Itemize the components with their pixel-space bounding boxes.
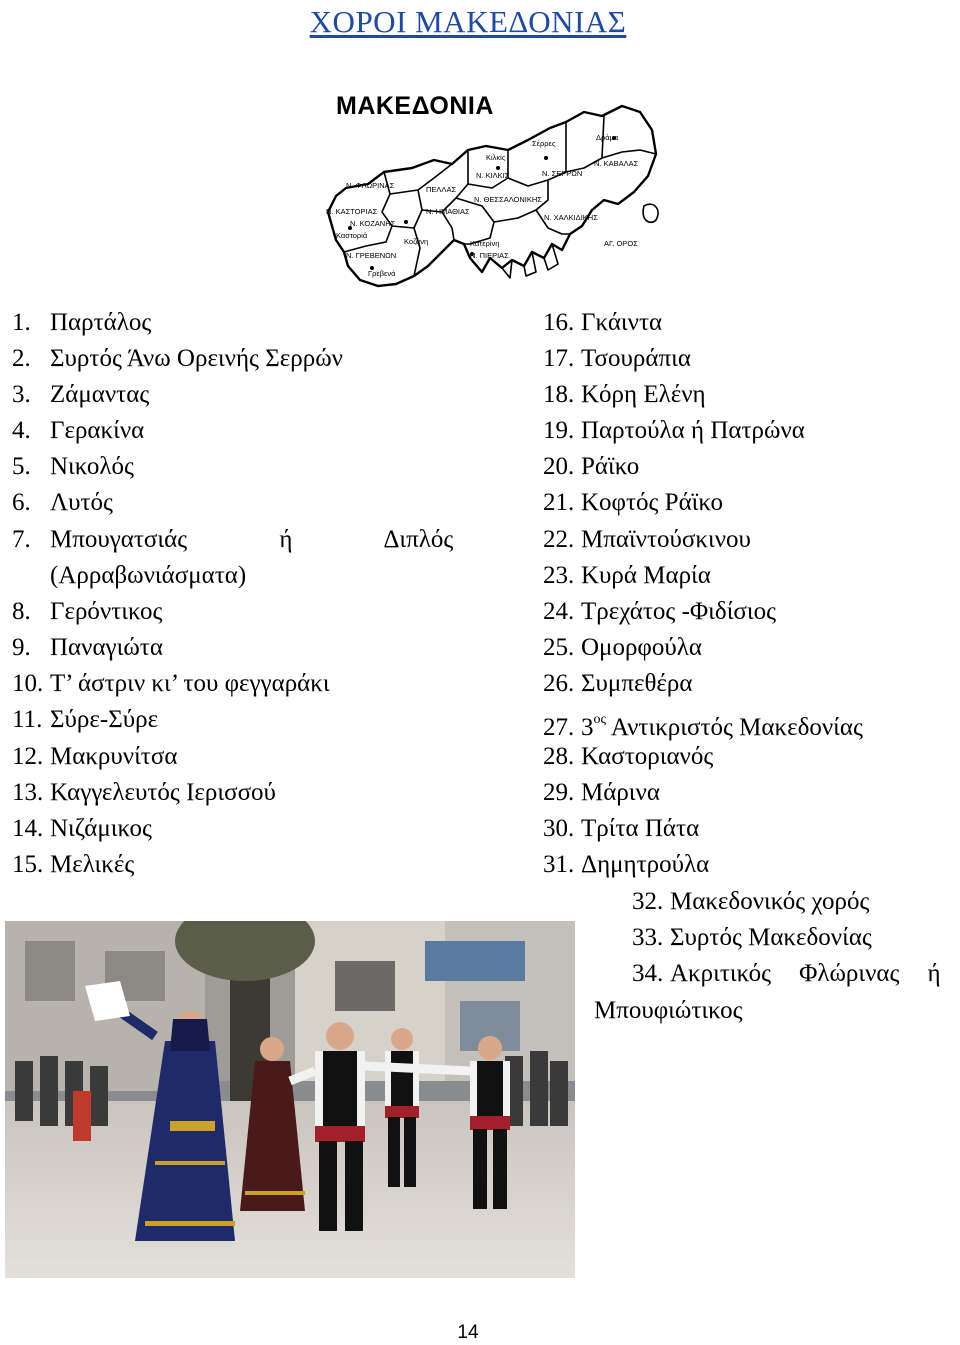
list-item: 13. Καγγελευτός Ιερισσού — [12, 779, 276, 806]
list-item: 12. Μακρυνίτσα — [12, 743, 178, 770]
list-item: 11. Σύρε-Σύρε — [12, 706, 159, 733]
map-label: ΑΓ. ΟΡΟΣ — [604, 239, 638, 248]
list-item: 14. Νιζάμικος — [12, 815, 152, 842]
list-item: 5. Νικολός — [12, 453, 134, 480]
list-item: 34. Ακριτικός Φλώρινας ή — [632, 960, 941, 987]
map-label: Ν. ΚΙΛΚΙΣ — [476, 171, 510, 180]
map-label: Καστοριά — [336, 231, 368, 240]
map-label: Ν. ΦΛΩΡΙΝΑΣ — [346, 181, 395, 190]
list-item: 2. Συρτός Άνω Ορεινής Σερρών — [12, 345, 343, 372]
list-item-continuation: Μπουφιώτικος — [594, 997, 743, 1024]
list-item: 16. Γκάιντα — [543, 309, 663, 336]
map-label: Κιλκίς — [486, 153, 506, 162]
map-label: Ν. ΘΕΣΣΑΛΟΝΙΚΗΣ — [474, 195, 542, 204]
list-item: 22. Μπαϊντούσκινου — [543, 526, 751, 553]
map-label: Κατερίνη — [470, 239, 500, 248]
list-item: 8. Γερόντικος — [12, 598, 163, 625]
list-item: 4. Γερακίνα — [12, 417, 145, 444]
dance-photo-illustration — [5, 921, 575, 1278]
dance-photo — [5, 921, 575, 1278]
list-item: 19. Παρτούλα ή Πατρώνα — [543, 417, 805, 444]
list-item: 23. Κυρά Μαρία — [543, 562, 711, 589]
list-item: 15. Μελικές — [12, 851, 135, 878]
list-item: 26. Συμπεθέρα — [543, 670, 693, 697]
map-label: Ν. ΚΑΒΑΛΑΣ — [594, 159, 639, 168]
list-item: 20. Ράϊκο — [543, 453, 640, 480]
list-item: 24. Τρεχάτος -Φιδίσιος — [543, 598, 777, 625]
list-item: 6. Λυτός — [12, 489, 113, 516]
list-item: 1. Παρτάλος — [12, 309, 152, 336]
list-item: 7. Μπουγατσιάς ή Διπλός — [12, 526, 454, 553]
map-label: Ν. ΣΕΡΡΩΝ — [542, 169, 583, 178]
list-item: 9. Παναγιώτα — [12, 634, 163, 661]
list-item: 3. Ζάμαντας — [12, 381, 150, 408]
map-label: Ν. ΚΑΣΤΟΡΙΑΣ — [326, 207, 378, 216]
list-item: 10. Τ’ άστριν κι’ του φεγγαράκι — [12, 670, 330, 697]
map-label: Δράμα — [596, 133, 619, 142]
list-item-continuation: (Αρραβωνιάσματα) — [50, 562, 247, 589]
map-label: Ν. ΓΡΕΒΕΝΩΝ — [346, 251, 397, 260]
list-item: 31. Δημητρούλα — [543, 851, 710, 878]
map-label: ΠΕΛΛΑΣ — [426, 185, 457, 194]
map-caption: ΜΑΚΕΔΟΝΙΑ — [336, 92, 494, 120]
page-title: ΧΟΡΟΙ ΜΑΚΕΔΟΝΙΑΣ — [309, 4, 627, 39]
list-item: 21. Κοφτός Ράϊκο — [543, 489, 723, 516]
list-item: 30. Τρίτα Πάτα — [543, 815, 700, 842]
map-label: Ν. ΧΑΛΚΙΔΙΚΗΣ — [544, 213, 598, 222]
map-label: Γρεβενά — [368, 269, 396, 278]
map-label: Ν. ΗΜΑΘΙΑΣ — [426, 207, 470, 216]
list-item: 25. Ομορφούλα — [543, 634, 702, 661]
list-item: 18. Κόρη Ελένη — [543, 381, 706, 408]
list-item: 32. Μακεδονικός χορός — [632, 888, 870, 915]
page-number: 14 — [457, 1322, 479, 1343]
map-label: Σέρρες — [532, 139, 556, 148]
list-item: 28. Καστοριανός — [543, 743, 714, 770]
list-item: 33. Συρτός Μακεδονίας — [632, 924, 872, 951]
list-item: 27. $3^{o\varsigma}$ Αντικριστός Μακεδονίας — [543, 712, 863, 741]
map-label: Κοζάνη — [404, 237, 429, 246]
map-label: Ν. ΚΟΖΑΝΗΣ — [350, 219, 396, 228]
list-item: 29. Μάρινα — [543, 779, 660, 806]
list-item: 17. Τσουράπια — [543, 345, 691, 372]
map-label: Ν. ΠΙΕΡΙΑΣ — [470, 251, 509, 260]
